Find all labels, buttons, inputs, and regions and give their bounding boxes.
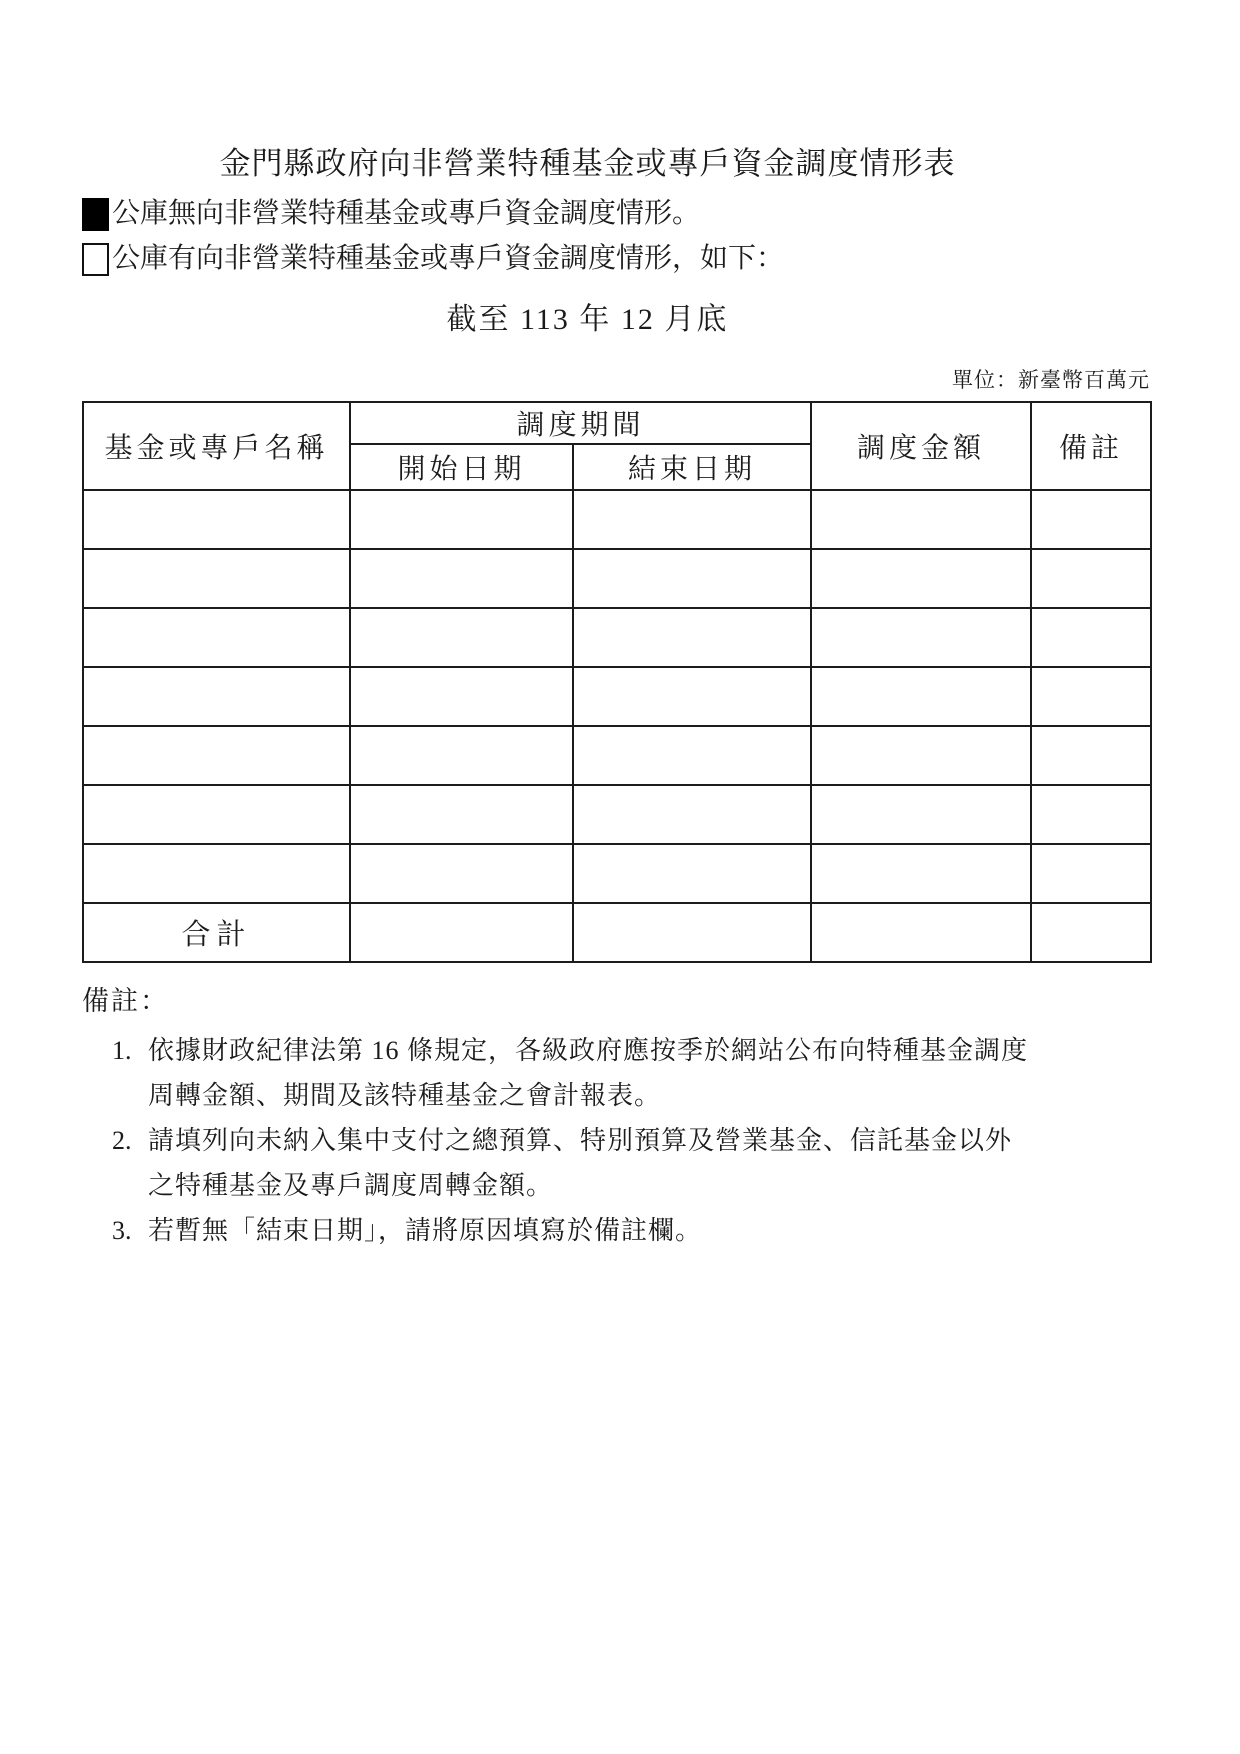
col-header-end-date: 結束日期 xyxy=(573,444,811,490)
as-of-date: 截至 113 年 12 月底 xyxy=(446,303,729,336)
col-header-remarks: 備註 xyxy=(1031,402,1151,490)
note-item xyxy=(112,1118,1153,1208)
option-no-dispatch-label: 公庫無向非營業特種基金或專戶資金調度情形。 xyxy=(112,198,701,229)
option-has-dispatch-label: 公庫有向非營業特種基金或專戶資金調度情形，如下： xyxy=(112,243,785,274)
checkbox-checked-icon[interactable] xyxy=(82,198,109,231)
empty-cell xyxy=(811,608,1031,667)
empty-cell xyxy=(1031,726,1151,785)
note-number: 1. xyxy=(112,1036,132,1065)
empty-cell xyxy=(83,844,350,903)
empty-cell xyxy=(350,726,573,785)
table-empty-row xyxy=(83,785,1151,844)
empty-cell xyxy=(350,785,573,844)
note-text: 依據財政紀律法第 16 條規定，各級政府應按季於網站公布向特種基金調度周轉金額、期間及該特種基金之會計報表。 xyxy=(148,1036,1029,1110)
col-header-amount: 調度金額 xyxy=(811,402,1031,490)
empty-cell xyxy=(1031,844,1151,903)
empty-cell xyxy=(1031,667,1151,726)
col-header-fund-name: 基金或專戶名稱 xyxy=(83,402,350,490)
notes-heading: 備註： xyxy=(82,986,169,1016)
empty-cell xyxy=(573,608,811,667)
note-number: 3. xyxy=(112,1216,132,1245)
total-amount-cell xyxy=(811,903,1031,962)
empty-cell xyxy=(573,844,811,903)
empty-cell xyxy=(811,490,1031,549)
empty-cell xyxy=(350,667,573,726)
empty-cell xyxy=(83,608,350,667)
note-item xyxy=(112,1028,1153,1118)
empty-cell xyxy=(811,667,1031,726)
empty-cell xyxy=(573,549,811,608)
empty-cell xyxy=(350,549,573,608)
table-empty-row xyxy=(83,667,1151,726)
empty-cell xyxy=(83,490,350,549)
empty-cell xyxy=(83,785,350,844)
empty-cell xyxy=(811,726,1031,785)
empty-cell xyxy=(1031,549,1151,608)
dispatch-table xyxy=(82,401,1152,963)
empty-cell xyxy=(83,667,350,726)
empty-cell xyxy=(573,726,811,785)
note-text: 請填列向未納入集中支付之總預算、特別預算及營業基金、信託基金以外之特種基金及專戶調度周轉金額。 xyxy=(148,1126,1013,1200)
option-no-dispatch xyxy=(82,197,1153,231)
empty-cell xyxy=(83,549,350,608)
notes-list xyxy=(112,1028,1153,1253)
table-empty-row xyxy=(83,844,1151,903)
note-item xyxy=(112,1208,1153,1253)
note-number: 2. xyxy=(112,1126,132,1155)
total-remarks-cell xyxy=(1031,903,1151,962)
total-end-date-cell xyxy=(573,903,811,962)
empty-cell xyxy=(83,726,350,785)
note-text: 若暫無「結束日期」，請將原因填寫於備註欄。 xyxy=(148,1216,703,1245)
col-header-start-date: 開始日期 xyxy=(350,444,573,490)
total-label: 合計 xyxy=(83,903,350,962)
col-header-period: 調度期間 xyxy=(350,402,811,444)
checkbox-unchecked-icon[interactable] xyxy=(82,243,109,276)
total-row xyxy=(83,903,1151,962)
empty-cell xyxy=(573,785,811,844)
empty-cell xyxy=(350,608,573,667)
empty-cell xyxy=(573,667,811,726)
page-title: 金門縣政府向非營業特種基金或專戶資金調度情形表 xyxy=(219,146,956,181)
empty-cell xyxy=(350,490,573,549)
empty-cell xyxy=(573,490,811,549)
empty-cell xyxy=(811,785,1031,844)
table-empty-row xyxy=(83,490,1151,549)
empty-cell xyxy=(1031,785,1151,844)
table-body xyxy=(83,490,1151,903)
table-empty-row xyxy=(83,726,1151,785)
empty-cell xyxy=(350,844,573,903)
empty-cell xyxy=(811,549,1031,608)
empty-cell xyxy=(1031,608,1151,667)
empty-cell xyxy=(811,844,1031,903)
total-start-date-cell xyxy=(350,903,573,962)
empty-cell xyxy=(1031,490,1151,549)
table-empty-row xyxy=(83,549,1151,608)
unit-label: 單位：新臺幣百萬元 xyxy=(952,368,1150,392)
table-empty-row xyxy=(83,608,1151,667)
option-has-dispatch xyxy=(82,242,1153,276)
